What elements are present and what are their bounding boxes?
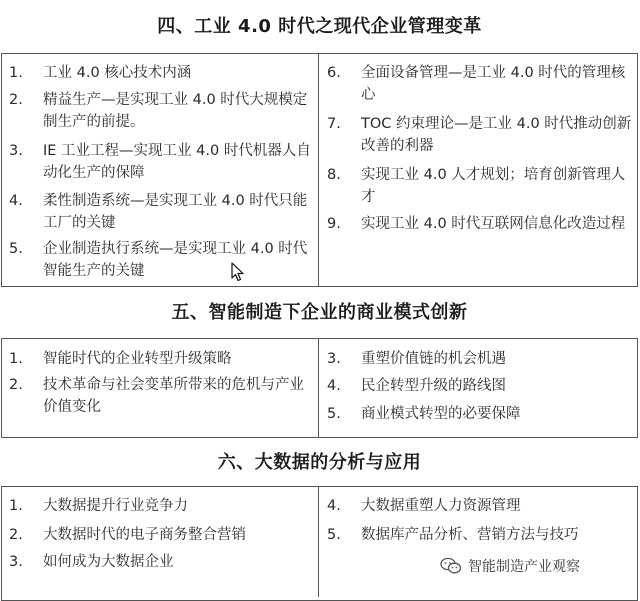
list-item: 2. 精益生产—是实现工业 4.0 时代大规模定制生产的前提。 — [9, 92, 308, 130]
section-5-body — [1, 339, 638, 438]
section-4-body — [1, 54, 638, 287]
list-item: 9. 实现工业 4.0 时代互联网信息化改造过程 — [327, 216, 626, 232]
section-4-heading: 四、工业 4.0 时代之现代企业管理变革 — [1, 1, 638, 54]
list-item: 4. 民企转型升级的路线图 — [327, 378, 506, 394]
list-item: 2. 技术革命与社会变革所带来的危机与产业价值变化 — [9, 377, 304, 415]
list-item: 5. 商业模式转型的必要保障 — [327, 406, 521, 422]
section-5-right-column — [319, 339, 638, 437]
section-6-heading: 六、大数据的分析与应用 — [1, 438, 638, 487]
list-item: 1. 大数据提升行业竞争力 — [9, 498, 188, 514]
list-item: 1. 工业 4.0 核心技术内涵 — [9, 65, 192, 81]
list-item: 5. 企业制造执行系统—是实现工业 4.0 时代智能生产的关键 — [9, 241, 308, 279]
section-6-body — [1, 487, 638, 597]
wechat-icon — [440, 557, 462, 575]
section-5-heading: 五、智能制造下企业的商业模式创新 — [1, 287, 638, 339]
list-item: 3. 重塑价值链的机会机遇 — [327, 351, 506, 367]
list-item: 2. 大数据时代的电子商务整合营销 — [9, 527, 246, 543]
list-item: 3. 如何成为大数据企业 — [9, 554, 174, 570]
list-item: 4. 大数据重塑人力资源管理 — [327, 498, 521, 514]
list-item: 8. 实现工业 4.0 人才规划；培育创新管理人才 — [327, 167, 626, 205]
list-item: 6. 全面设备管理—是工业 4.0 时代的管理核心 — [327, 65, 626, 103]
list-item: 5. 数据库产品分析、营销方法与技巧 — [327, 527, 579, 543]
section-6-left-column — [1, 487, 319, 597]
list-item: 4. 柔性制造系统—是实现工业 4.0 时代只能工厂的关键 — [9, 193, 308, 231]
list-item: 3. IE 工业工程—实现工业 4.0 时代机器人自动化生产的保障 — [9, 143, 311, 181]
watermark — [438, 556, 582, 576]
section-5-left-column — [1, 339, 319, 437]
section-4-right-column — [319, 54, 638, 286]
mouse-cursor-icon — [231, 262, 245, 282]
list-item: 1. 智能时代的企业转型升级策略 — [9, 351, 232, 367]
watermark-text: 智能制造产业观察 — [468, 559, 580, 575]
section-6-right-column — [319, 487, 638, 597]
section-4-left-column — [1, 54, 319, 286]
list-item: 7. TOC 约束理论—是工业 4.0 时代推动创新改善的利器 — [327, 116, 632, 154]
